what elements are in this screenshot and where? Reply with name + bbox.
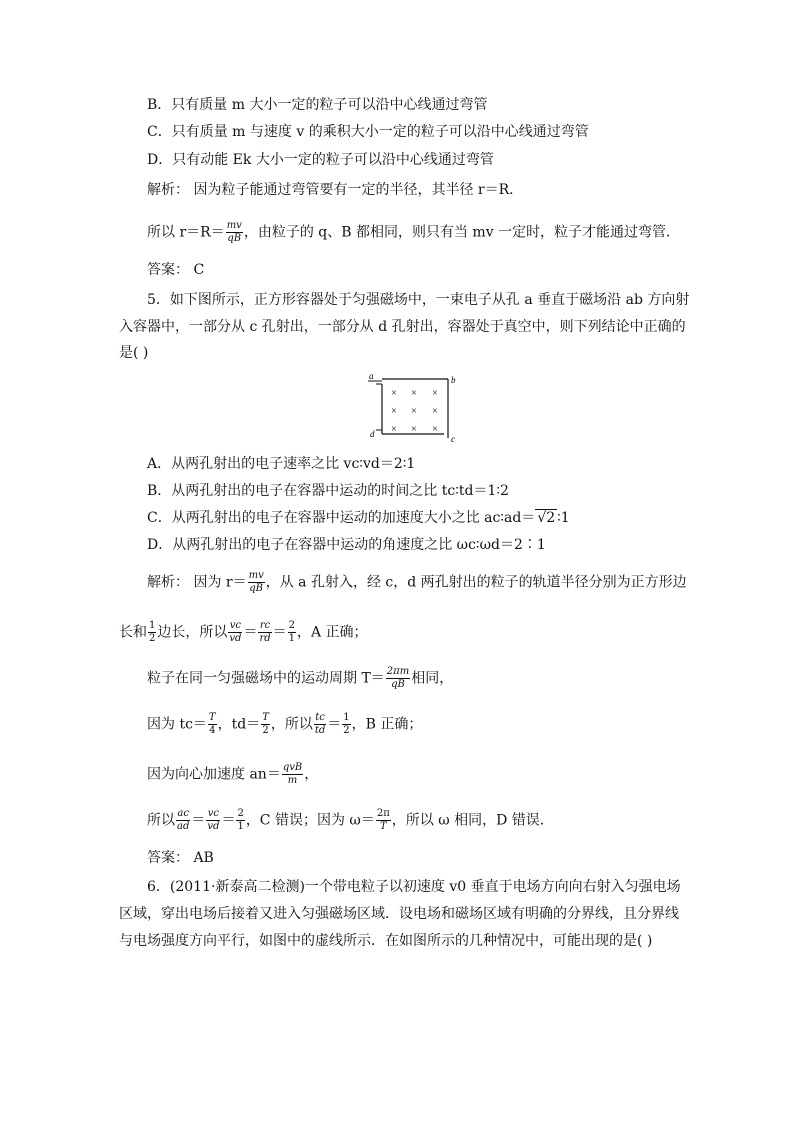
fraction-vc-vd: $\frac{vc}{vd}$ xyxy=(207,808,220,832)
fraction-vc-vd: $\frac{vc}{vd}$ xyxy=(229,620,242,644)
fraction-mv-qB: $\frac{mv}{qB}$ xyxy=(248,570,264,594)
q6-stem-line2: 区域，穿出电场后接着又进入匀强磁场区域．设电场和磁场区域有明确的分界线，且分界线 xyxy=(119,906,679,922)
label-b: b xyxy=(451,375,456,385)
fraction-qvB-m: $\frac{\text{qvB}}{m}$ xyxy=(282,762,303,786)
field-x-mark: × xyxy=(411,424,417,435)
q4-option-c: C．只有质量 m 与速度 v 的乘积大小一定的粒子可以沿中心线通过弯管 xyxy=(147,124,589,140)
field-x-mark: × xyxy=(391,406,397,417)
q4-solution-line1: 解析： 因为粒子能通过弯管要有一定的半径，其半径 r＝R. xyxy=(147,182,514,198)
label-d: d xyxy=(370,429,375,439)
q5-option-d: D．从两孔射出的电子在容器中运动的角速度之比 ωc∶ωd＝2∶1 xyxy=(147,537,546,553)
q5-figure-square-container xyxy=(362,370,462,445)
q5-option-b: B．从两孔射出的电子在容器中运动的时间之比 tc∶td＝1∶2 xyxy=(147,483,509,499)
field-x-mark: × xyxy=(432,424,438,435)
fraction-one-two: $\frac{1}{2}$ xyxy=(343,712,350,736)
label-a: a xyxy=(369,371,374,381)
field-x-mark: × xyxy=(391,388,397,399)
q5-solution-line5: 因为向心加速度 an＝ $\frac{\text{qvB}}{m}$ ， xyxy=(147,762,319,786)
q4-solution-line2: 所以 r＝R＝ $\frac{mv}{qB}$ ，由粒子的 q、B 都相同，则只有当 mv 一定时，粒子才能通过弯管． xyxy=(147,220,681,244)
q5-stem-line1: 5．如下图所示，正方形容器处于匀强磁场中，一束电子从孔 a 垂直于磁场沿 ab 方向射 xyxy=(147,292,690,308)
field-x-mark: × xyxy=(391,424,397,435)
label-c: c xyxy=(451,434,455,444)
q5-solution-line6: 所以 $\frac{ac}{ad}$ ＝ $\frac{vc}{vd}$ ＝ $\frac{2}{1}$ ，C 错误；因为 ω＝ $\frac{2\pi}{T}$ ，所以 ω 相同，D 错误． xyxy=(147,808,554,832)
field-x-mark: × xyxy=(411,406,417,417)
fraction-two-one: $\frac{2}{1}$ xyxy=(288,620,295,644)
fraction-two-one: $\frac{2}{1}$ xyxy=(237,808,244,832)
fraction-mv-qB: $\frac{mv}{qB}$ xyxy=(226,220,242,244)
q4-option-d: D．只有动能 Ek 大小一定的粒子可以沿中心线通过弯管 xyxy=(147,152,494,168)
field-x-mark: × xyxy=(432,388,438,399)
fraction-tc-td: $\frac{tc}{td}$ xyxy=(314,712,326,736)
q5-stem-line3: 是( ) xyxy=(119,345,149,361)
q5-solution-line2: 长和 $\frac{1}{2}$ 边长，所以 $\frac{vc}{vd}$ ＝ $\frac{rc}{rd}$ ＝ $\frac{2}{1}$ ，A 正确； xyxy=(119,620,368,644)
q4-option-b: B．只有质量 m 大小一定的粒子可以沿中心线通过弯管 xyxy=(147,97,488,113)
fraction-rc-rd: $\frac{rc}{rd}$ xyxy=(259,620,271,644)
fraction-T-2: $\frac{T}{2}$ xyxy=(262,712,269,736)
field-x-mark: × xyxy=(411,388,417,399)
q6-stem-line3: 与电场强度方向平行，如图中的虚线所示．在如图所示的几种情况中，可能出现的是( ) xyxy=(119,933,653,949)
fraction-ac-ad: $\frac{ac}{ad}$ xyxy=(177,808,190,832)
q5-option-a: A．从两孔射出的电子速率之比 vc∶vd＝2∶1 xyxy=(147,456,416,472)
q5-solution-line4: 因为 tc＝ $\frac{T}{4}$ ，td＝ $\frac{T}{2}$ ，所以 $\frac{tc}{td}$ ＝ $\frac{1}{2}$ ，B 正确； xyxy=(147,712,423,736)
q5-answer: 答案： AB xyxy=(147,850,214,866)
q5-stem-line2: 入容器中，一部分从 c 孔射出，一部分从 d 孔射出，容器处于真空中，则下列结论中正确的 xyxy=(119,319,686,335)
q5-option-c: C．从两孔射出的电子在容器中运动的加速度大小之比 ac∶ad＝ √2 ∶1 xyxy=(147,510,570,526)
q5-solution-line1: 解析： 因为 r＝ $\frac{mv}{qB}$ ，从 a 孔射入，经 c，d 两孔射出的粒子的轨道半径分别为正方形边 xyxy=(147,570,687,594)
magnetic-field-markers xyxy=(391,388,438,435)
q6-stem-line1: 6．(2011·新泰高二检测)一个带电粒子以初速度 v0 垂直于电场方向向右射入匀强电场 xyxy=(147,879,681,895)
fraction-half: $\frac{1}{2}$ xyxy=(149,620,156,644)
fraction-T-4: $\frac{T}{4}$ xyxy=(208,712,216,736)
q5-solution-line3: 粒子在同一匀强磁场中的运动周期 T＝ $\frac{2\pi m}{qB}$ 相同， xyxy=(147,666,454,690)
field-x-mark: × xyxy=(432,406,438,417)
q4-answer: 答案： C xyxy=(147,262,205,278)
fraction-2pi-T: $\frac{2\pi}{T}$ xyxy=(376,808,390,832)
sqrt-two: √2 xyxy=(537,510,556,526)
fraction-2pim-qB: $\frac{2\pi m}{qB}$ xyxy=(386,666,410,690)
